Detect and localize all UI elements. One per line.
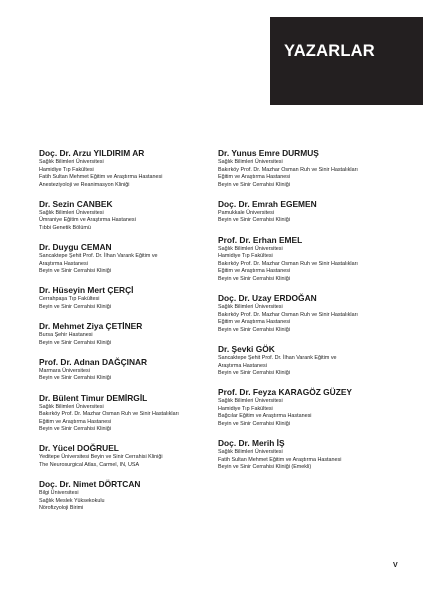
author-name: Doç. Dr. Merih İŞ	[218, 438, 285, 449]
authors-left-column	[39, 148, 235, 522]
author-affiliation-line: Bakırköy Prof. Dr. Mazhar Osman Ruh ve Sinir Hastalıkları	[218, 311, 358, 318]
author-entry	[39, 357, 235, 383]
author-name: Prof. Dr. Adnan DAĞÇINAR	[39, 356, 148, 367]
author-affiliation-line: Bakırköy Prof. Dr. Mazhar Osman Ruh ve Sinir Hastalıkları	[218, 260, 358, 267]
author-affiliation-line: Beyin ve Sinir Cerrahisi Kliniği	[218, 181, 290, 188]
author-affiliation-line: Yeditepe Üniversitesi Beyin ve Sinir Cerrahisi Kliniği	[39, 454, 163, 461]
author-affiliation-line: Sağlık Bilimleri Üniversitesi	[218, 398, 283, 405]
author-entry	[218, 293, 418, 334]
author-name: Dr. Şevki GÖK	[218, 343, 275, 354]
author-name: Doç. Dr. Emrah EGEMEN	[218, 198, 317, 209]
author-affiliation-line: Hamidiye Tıp Fakültesi	[218, 405, 273, 412]
author-affiliation-line: Eğitim ve Araştırma Hastanesi	[218, 319, 291, 326]
author-affiliation-line: Eğitim ve Araştırma Hastanesi	[218, 268, 291, 275]
author-name: Dr. Hüseyin Mert ÇERÇİ	[39, 285, 134, 296]
author-name: Dr. Sezin CANBEK	[39, 198, 113, 209]
author-affiliation-line: Beyin ve Sinir Cerrahisi Kliniği	[218, 275, 290, 282]
author-entry	[39, 199, 235, 233]
author-affiliation-line: Bakırköy Prof. Dr. Mazhar Osman Ruh ve Sinir Hastalıkları	[39, 411, 179, 418]
authors-right-column	[218, 148, 418, 481]
author-affiliation-line: Bağcılar Eğitim ve Araştırma Hastanesi	[218, 413, 312, 420]
author-name: Prof. Dr. Feyza KARAGÖZ GÜZEY	[218, 387, 353, 398]
author-entry	[218, 344, 418, 378]
author-name: Dr. Mehmet Ziya ÇETİNER	[39, 321, 143, 332]
author-affiliation-line: The Neurosurgical Atlas, Carmel, IN, USA	[39, 461, 140, 468]
author-affiliation-line: Beyin ve Sinir Cerrahisi Kliniği	[39, 426, 111, 433]
author-affiliation-line: Sağlık Bilimleri Üniversitesi	[39, 159, 104, 165]
author-affiliation-line: Beyin ve Sinir Cerrahisi Kliniği	[218, 370, 290, 377]
author-name: Prof. Dr. Erhan EMEL	[218, 234, 303, 245]
author-entry	[39, 393, 235, 434]
author-affiliation-line: Sağlık Bilimleri Üniversitesi	[39, 209, 104, 216]
author-affiliation-line: Anesteziyoloji ve Reanimasyon Kliniği	[39, 181, 130, 188]
author-affiliation-line: Beyin ve Sinir Cerrahisi Kliniği	[218, 217, 290, 224]
author-affiliation-line: Sağlık Bilimleri Üniversitesi	[218, 245, 283, 252]
author-affiliation-line: Beyin ve Sinir Cerrahisi Kliniği	[39, 375, 111, 382]
author-affiliation-line: Beyin ve Sinir Cerrahisi Kliniği (Emekli)	[218, 464, 312, 471]
author-entry	[39, 443, 235, 469]
author-name: Doç. Dr. Uzay ERDOĞAN	[218, 293, 317, 304]
author-entry	[218, 387, 418, 428]
page-number: V	[393, 562, 398, 569]
author-affiliation-line: Sancaktepe Şehit Prof. Dr. İlhan Varank Eğitim ve	[218, 354, 337, 361]
author-affiliation-line: Nörofizyoloji Birimi	[39, 505, 84, 512]
author-affiliation-line: Beyin ve Sinir Cerrahisi Kliniği	[39, 268, 111, 275]
author-affiliation-line: Hamidiye Tıp Fakültesi	[39, 166, 94, 173]
author-name: Doç. Dr. Arzu YILDIRIM AR	[39, 148, 145, 158]
author-affiliation-line: Beyin ve Sinir Cerrahisi Kliniği	[218, 326, 290, 333]
author-affiliation-line: Eğitim ve Araştırma Hastanesi	[218, 174, 291, 181]
author-affiliation-line: Ümraniye Eğitim ve Araştırma Hastanesi	[39, 217, 136, 224]
author-affiliation-line: Eğitim ve Araştırma Hastanesi	[39, 418, 112, 425]
author-affiliation-line: Beyin ve Sinir Cerrahisi Kliniği	[39, 339, 111, 346]
author-entry	[218, 199, 418, 225]
author-entry	[218, 148, 418, 189]
author-entry	[218, 438, 418, 472]
author-affiliation-line: Sancaktepe Şehit Prof. Dr. İlhan Varank Eğitim ve	[39, 253, 158, 260]
author-name: Doç. Dr. Nimet DÖRTCAN	[39, 479, 141, 490]
author-entry	[39, 242, 235, 276]
author-affiliation-line: Sağlık Bilimleri Üniversitesi	[218, 159, 283, 165]
author-affiliation-line: Araştırma Hastanesi	[218, 362, 267, 369]
author-affiliation-line: Bursa Şehir Hastanesi	[39, 332, 93, 339]
author-name: Dr. Duygu CEMAN	[39, 242, 112, 253]
author-affiliation-line: Hamidiye Tıp Fakültesi	[218, 253, 273, 260]
author-affiliation-line: Sağlık Meslek Yüksekokulu	[39, 497, 105, 504]
author-name: Dr. Bülent Timur DEMİRGİL	[39, 392, 148, 403]
author-affiliation-line: Beyin ve Sinir Cerrahisi Kliniği	[39, 304, 111, 311]
author-entry	[39, 479, 235, 513]
author-affiliation-line: Sağlık Bilimleri Üniversitesi	[218, 449, 283, 456]
author-affiliation-line: Fatih Sultan Mehmet Eğitim ve Araştırma Hastanesi	[218, 456, 342, 463]
author-affiliation-line: Cerrahpaşa Tıp Fakültesi	[39, 296, 100, 303]
author-affiliation-line: Sağlık Bilimleri Üniversitesi	[39, 403, 104, 410]
author-affiliation-line: Fatih Sultan Mehmet Eğitim ve Araştırma Hastanesi	[39, 174, 163, 181]
page-title: YAZARLAR	[284, 42, 375, 60]
author-affiliation-line: Araştırma Hastanesi	[39, 260, 88, 267]
author-entry	[39, 148, 235, 189]
author-affiliation-line: Bakırköy Prof. Dr. Mazhar Osman Ruh ve Sinir Hastalıkları	[218, 166, 358, 173]
author-affiliation-line: Sağlık Bilimleri Üniversitesi	[218, 304, 283, 311]
author-entry	[218, 235, 418, 284]
author-affiliation-line: Pamukkale Üniversitesi	[218, 209, 275, 216]
author-affiliation-line: Bilgi Üniversitesi	[39, 490, 79, 497]
author-name: Dr. Yücel DOĞRUEL	[39, 443, 119, 454]
author-affiliation-line: Marmara Üniversitesi	[39, 367, 90, 374]
author-name: Dr. Yunus Emre DURMUŞ	[218, 148, 319, 158]
section-title-banner	[270, 17, 423, 105]
author-entry	[39, 285, 235, 311]
author-affiliation-line: Beyin ve Sinir Cerrahisi Kliniği	[218, 420, 290, 427]
author-entry	[39, 321, 235, 347]
author-affiliation-line: Tıbbi Genetik Bölümü	[39, 225, 91, 232]
